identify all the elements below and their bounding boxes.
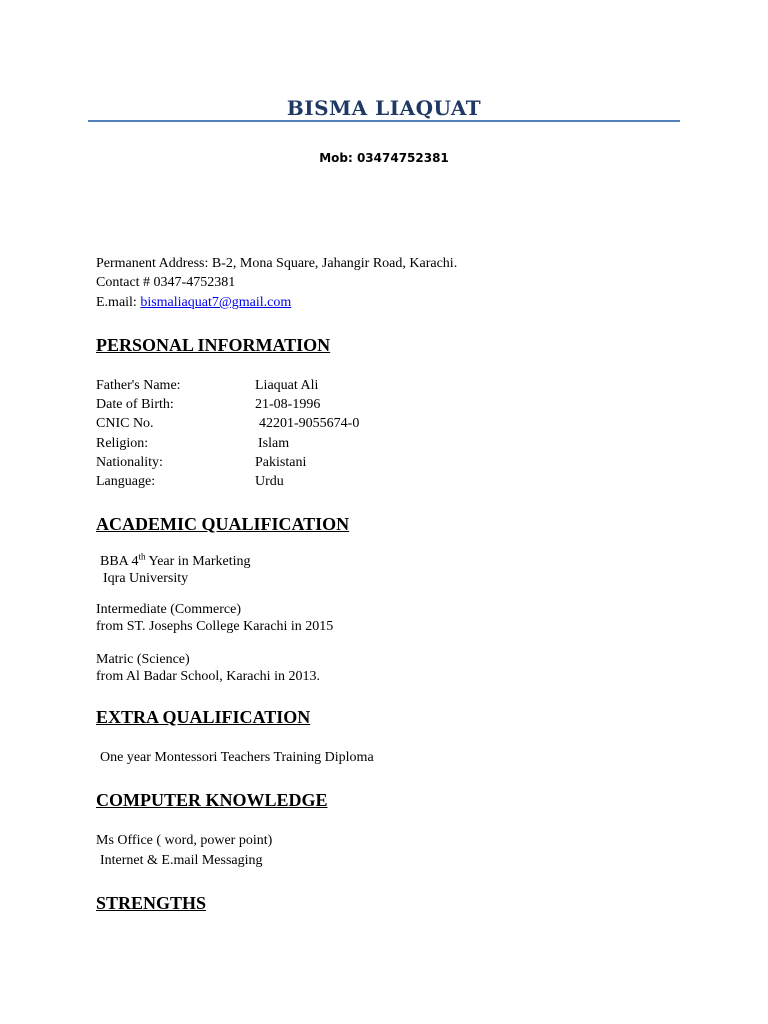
- bba-ordinal-suffix: th: [138, 551, 146, 562]
- nationality-label: Nationality:: [96, 455, 163, 470]
- computer-skill-ms-office: Ms Office ( word, power point): [96, 833, 273, 848]
- intermediate-detail: from ST. Josephs College Karachi in 2015: [96, 619, 334, 634]
- matric-detail: from Al Badar School, Karachi in 2013.: [96, 669, 320, 684]
- email-label: E.mail:: [96, 295, 141, 310]
- bba-prefix: BBA 4: [100, 554, 139, 569]
- email-line: [96, 294, 291, 312]
- permanent-address: Permanent Address: B-2, Mona Square, Jahangir Road, Karachi.: [96, 256, 458, 271]
- date-of-birth-value: 21-08-1996: [255, 397, 321, 412]
- title-underline-divider: [88, 120, 680, 122]
- nationality-value: Pakistani: [255, 455, 307, 470]
- montessori-diploma: One year Montessori Teachers Training Diploma: [100, 750, 374, 765]
- computer-knowledge-heading: COMPUTER KNOWLEDGE: [96, 790, 328, 810]
- matric-title: Matric (Science): [96, 652, 190, 667]
- strengths-heading: STRENGTHS: [96, 893, 207, 913]
- language-label: Language:: [96, 474, 156, 489]
- bba-institute: Iqra University: [103, 571, 189, 586]
- candidate-name: BISMA LIAQUAT: [286, 96, 482, 120]
- bba-suffix: Year in Marketing: [145, 554, 251, 569]
- father-name-label: Father's Name:: [96, 378, 181, 393]
- contact-phone: Contact # 0347-4752381: [96, 275, 236, 290]
- email-link[interactable]: bismaliaquat7@gmail.com: [140, 295, 292, 310]
- intermediate-title: Intermediate (Commerce): [96, 602, 241, 617]
- cnic-label: CNIC No.: [96, 416, 154, 431]
- father-name-value: Liaquat Ali: [255, 378, 319, 393]
- computer-skill-internet: Internet & E.mail Messaging: [100, 853, 263, 868]
- cnic-value: 42201-9055674-0: [259, 416, 360, 431]
- bba-qualification: [100, 553, 251, 571]
- personal-information-heading: PERSONAL INFORMATION: [96, 335, 331, 355]
- extra-qualification-heading: EXTRA QUALIFICATION: [96, 707, 311, 727]
- mobile-number: Mob: 03474752381: [319, 151, 449, 165]
- religion-label: Religion:: [96, 436, 149, 451]
- date-of-birth-label: Date of Birth:: [96, 397, 174, 412]
- religion-value: Islam: [258, 436, 290, 451]
- academic-qualification-heading: ACADEMIC QUALIFICATION: [96, 514, 350, 534]
- language-value: Urdu: [255, 474, 284, 489]
